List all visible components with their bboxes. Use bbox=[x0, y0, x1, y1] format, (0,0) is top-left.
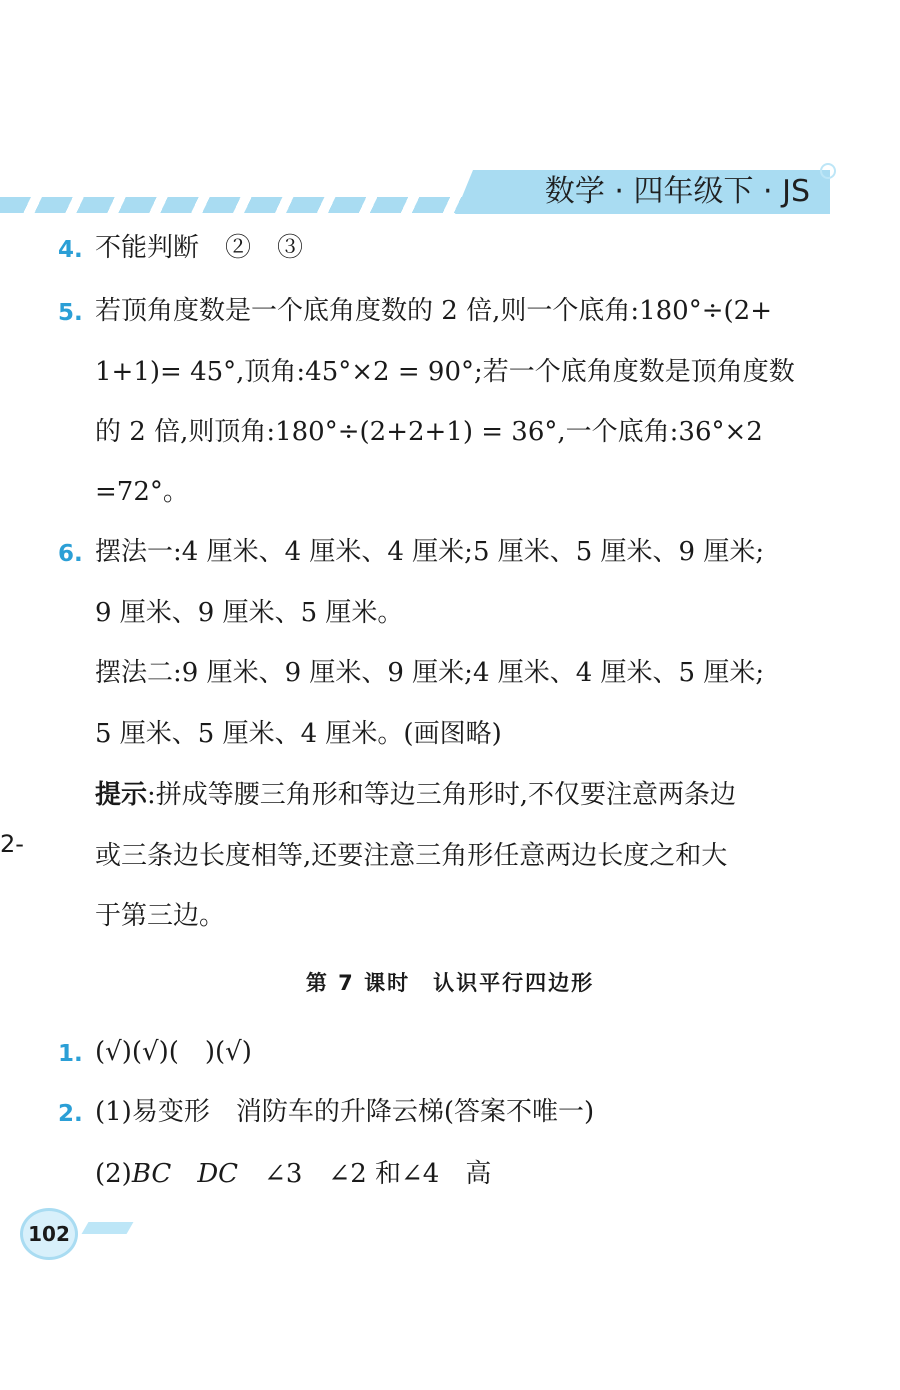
q6-line-2: 9 厘米、9 厘米、5 厘米。 bbox=[95, 598, 404, 628]
q6-hint-line-2: 或三条边长度相等,还要注意三角形任意两边长度之和大 bbox=[95, 841, 728, 871]
s-q2-number: 2. bbox=[58, 1101, 83, 1127]
header-title: 数学 · 四年级下 · JS bbox=[544, 174, 810, 209]
hint-text-1: :拼成等腰三角形和等边三角形时,不仅要注意两条边 bbox=[147, 780, 737, 810]
q5-line-2: 1+1)= 45°,顶角:45°×2 = 90°;若一个底角度数是顶角度数 bbox=[95, 357, 795, 387]
page-number: 102 bbox=[20, 1208, 78, 1260]
s-q1-number: 1. bbox=[58, 1041, 83, 1067]
q4-text: 不能判断 ② ③ bbox=[95, 233, 304, 263]
q6-hint-line-1 bbox=[95, 778, 736, 812]
s-q1-text: (√)(√)( )(√) bbox=[95, 1037, 252, 1067]
q4-number: 4. bbox=[58, 237, 83, 263]
s-q2-line-1: (1)易变形 消防车的升降云梯(答案不唯一) bbox=[95, 1097, 595, 1127]
q6-line-4: 5 厘米、5 厘米、4 厘米。(画图略) bbox=[95, 719, 502, 749]
s-q2-line-2 bbox=[95, 1157, 491, 1191]
q5-line-3: 的 2 倍,则顶角:180°÷(2+2+1) = 36°,一个底角:36°×2 bbox=[95, 417, 763, 447]
q6-line-1: 摆法一:4 厘米、4 厘米、4 厘米;5 厘米、5 厘米、9 厘米; bbox=[95, 537, 765, 567]
s-q2-line-2-segments: BC DC bbox=[131, 1159, 239, 1189]
s-q2-line-2-prefix: (2) bbox=[95, 1159, 132, 1189]
q5-line-1: 若顶角度数是一个底角度数的 2 倍,则一个底角:180°÷(2+ bbox=[95, 296, 772, 326]
q5-line-4: =72°。 bbox=[95, 477, 189, 507]
section-title: 第 7 课时 认识平行四边形 bbox=[305, 971, 595, 995]
s-q2-line-2-rest: ∠3 ∠2 和∠4 高 bbox=[238, 1159, 492, 1189]
q6-line-3: 摆法二:9 厘米、9 厘米、9 厘米;4 厘米、4 厘米、5 厘米; bbox=[95, 658, 765, 688]
q6-number: 6. bbox=[58, 541, 83, 567]
margin-mark: 2- bbox=[0, 830, 24, 858]
hint-label: 提示 bbox=[95, 780, 148, 810]
header-stripes bbox=[0, 197, 470, 213]
q6-hint-line-3: 于第三边。 bbox=[95, 901, 226, 931]
page-strip bbox=[82, 1222, 134, 1234]
q5-number: 5. bbox=[58, 300, 83, 326]
header-dot bbox=[820, 163, 836, 179]
